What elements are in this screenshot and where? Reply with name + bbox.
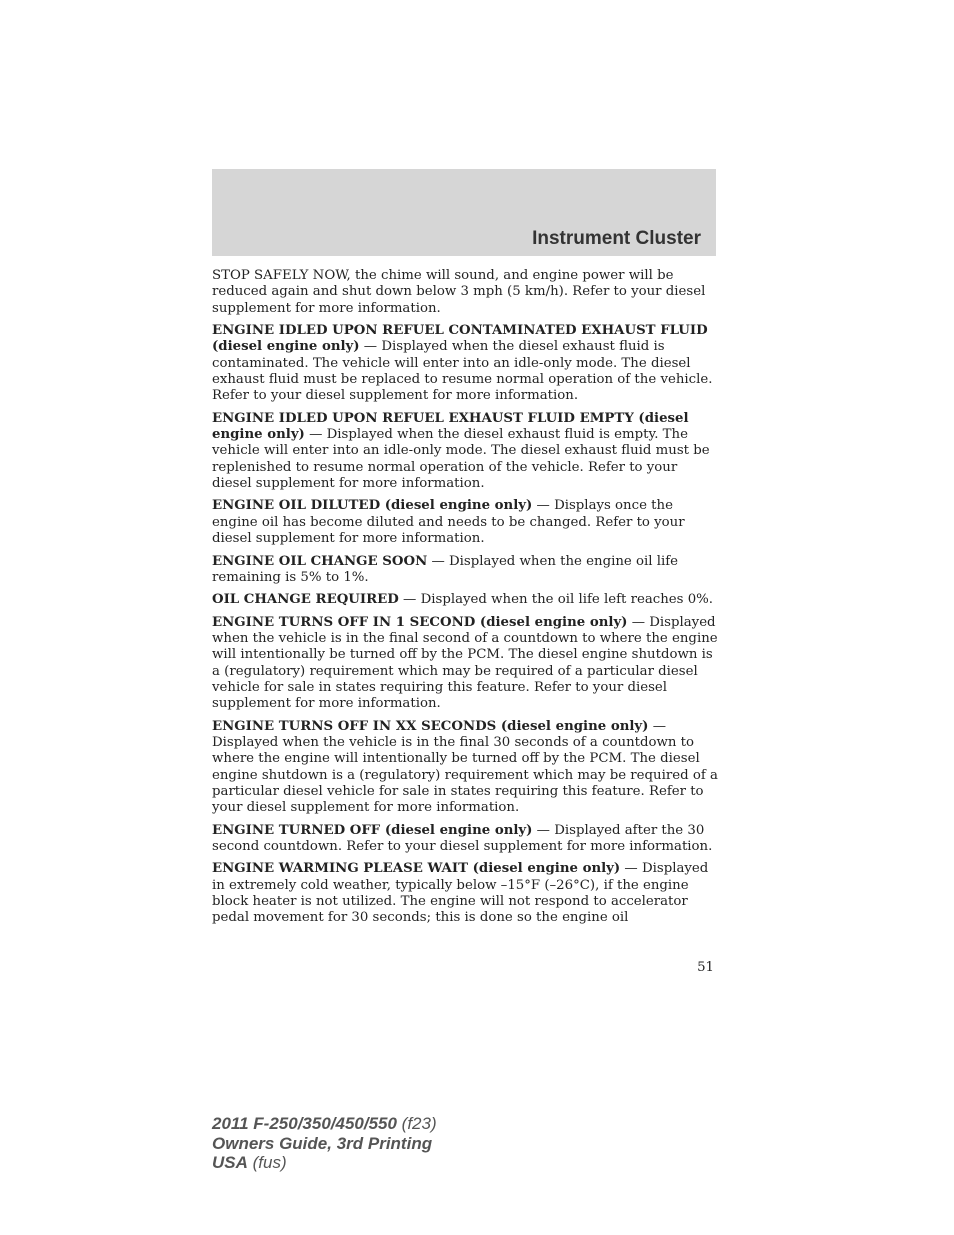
paragraph-separator: — [359,339,382,355]
paragraph-separator: — [304,427,327,443]
paragraph-text: Displayed when the engine oil life remaining is 5% to 1%. [212,553,679,585]
paragraph-text: Displayed when the oil life left reaches 0%. [420,592,714,608]
paragraph [212,268,718,317]
footer-model: 2011 F-250/350/450/550 [212,1114,397,1133]
paragraph-text: Displayed when the vehicle is in the final 30 seconds of a countdown to where the engine will intentionally be turned off by the PCM. The diesel engine shutdown is a (regulatory) requirement which may be required of a particular diesel vehicle for sale in states requiring this feature. Refer to your diesel supplement for more information. [212,734,718,816]
paragraph-term: ENGINE IDLED UPON REFUEL EXHAUST FLUID EMPTY (diesel engine only) [212,410,689,443]
footer-line-region [212,1153,437,1173]
paragraph-text: Displays once the engine oil has become diluted and needs to be changed. Refer to your diesel supplement for more information. [212,498,685,547]
footer-line-printing: Owners Guide, 3rd Printing [212,1133,433,1153]
paragraph-term: ENGINE TURNS OFF IN XX SECONDS (diesel engine only) [212,718,649,734]
paragraph-separator: — [627,614,650,630]
paragraph-text: Displayed in extremely cold weather, typically below –15°F (–26°C), if the engine block heater is not utilized. The engine will not respond to accelerator pedal movement for 30 seconds; this is done so the engine oil [212,861,709,926]
paragraph-term: ENGINE OIL DILUTED (diesel engine only) [212,498,533,514]
paragraph-term: ENGINE OIL CHANGE SOON [212,553,428,569]
paragraph [212,554,718,587]
paragraph-separator: — [398,592,421,608]
paragraph [212,411,718,493]
paragraph-separator: — [427,553,449,569]
paragraph [212,323,718,405]
paragraph-text: Displayed when the vehicle is in the final second of a countdown to where the engine will intentionally be turned off by the PCM. The diesel engine shutdown is a (regulatory) requirement which may be required of a particular diesel vehicle for sale in states requiring this feature. Refer to your diesel supplement for more information. [212,614,718,712]
footer [212,1114,437,1173]
footer-line-model [212,1114,437,1134]
footer-model-code: (f23) [396,1114,437,1133]
page-number: 51 [697,960,714,975]
paragraph-term: ENGINE WARMING PLEASE WAIT (diesel engine only) [212,861,621,877]
paragraph-text: Displayed when the diesel exhaust fluid is empty. The vehicle will enter into an idle-only mode. The diesel exhaust fluid must be replenished to resume normal operation of the vehicle. Refer to your diesel supplement for more information. [212,427,710,492]
paragraph-text: Displayed when the diesel exhaust fluid is contaminated. The vehicle will enter into an idle-only mode. The diesel exhaust fluid must be replaced to resume normal operation of the vehicle. Refer to your diesel supplement for more information. [212,339,713,404]
paragraph-separator: — [620,861,642,877]
paragraph-separator: — [648,718,666,734]
paragraph [212,592,718,608]
paragraph-term: ENGINE IDLED UPON REFUEL CONTAMINATED EXHAUST FLUID (diesel engine only) [212,323,708,355]
paragraph-separator: — [532,822,555,838]
paragraph-term: OIL CHANGE REQUIRED [212,592,399,608]
paragraph [212,498,718,547]
body-text [212,268,718,933]
footer-region: USA [212,1153,248,1172]
paragraph-text: STOP SAFELY NOW, the chime will sound, and engine power will be reduced again and shut down below 3 mph (5 km/h). Refer to your diesel supplement for more information. [212,268,706,316]
header-band [212,169,716,256]
paragraph [212,823,718,856]
paragraph-term: ENGINE TURNED OFF (diesel engine only) [212,822,533,838]
paragraph [212,615,718,713]
paragraph [212,719,718,817]
paragraph-separator: — [532,498,555,514]
footer-region-code: (fus) [247,1153,287,1172]
paragraph [212,861,718,926]
paragraph-term: ENGINE TURNS OFF IN 1 SECOND (diesel engine only) [212,614,628,630]
section-title: Instrument Cluster [532,228,701,249]
paragraph-text: Displayed after the 30 second countdown. Refer to your diesel supplement for more information. [212,822,713,854]
